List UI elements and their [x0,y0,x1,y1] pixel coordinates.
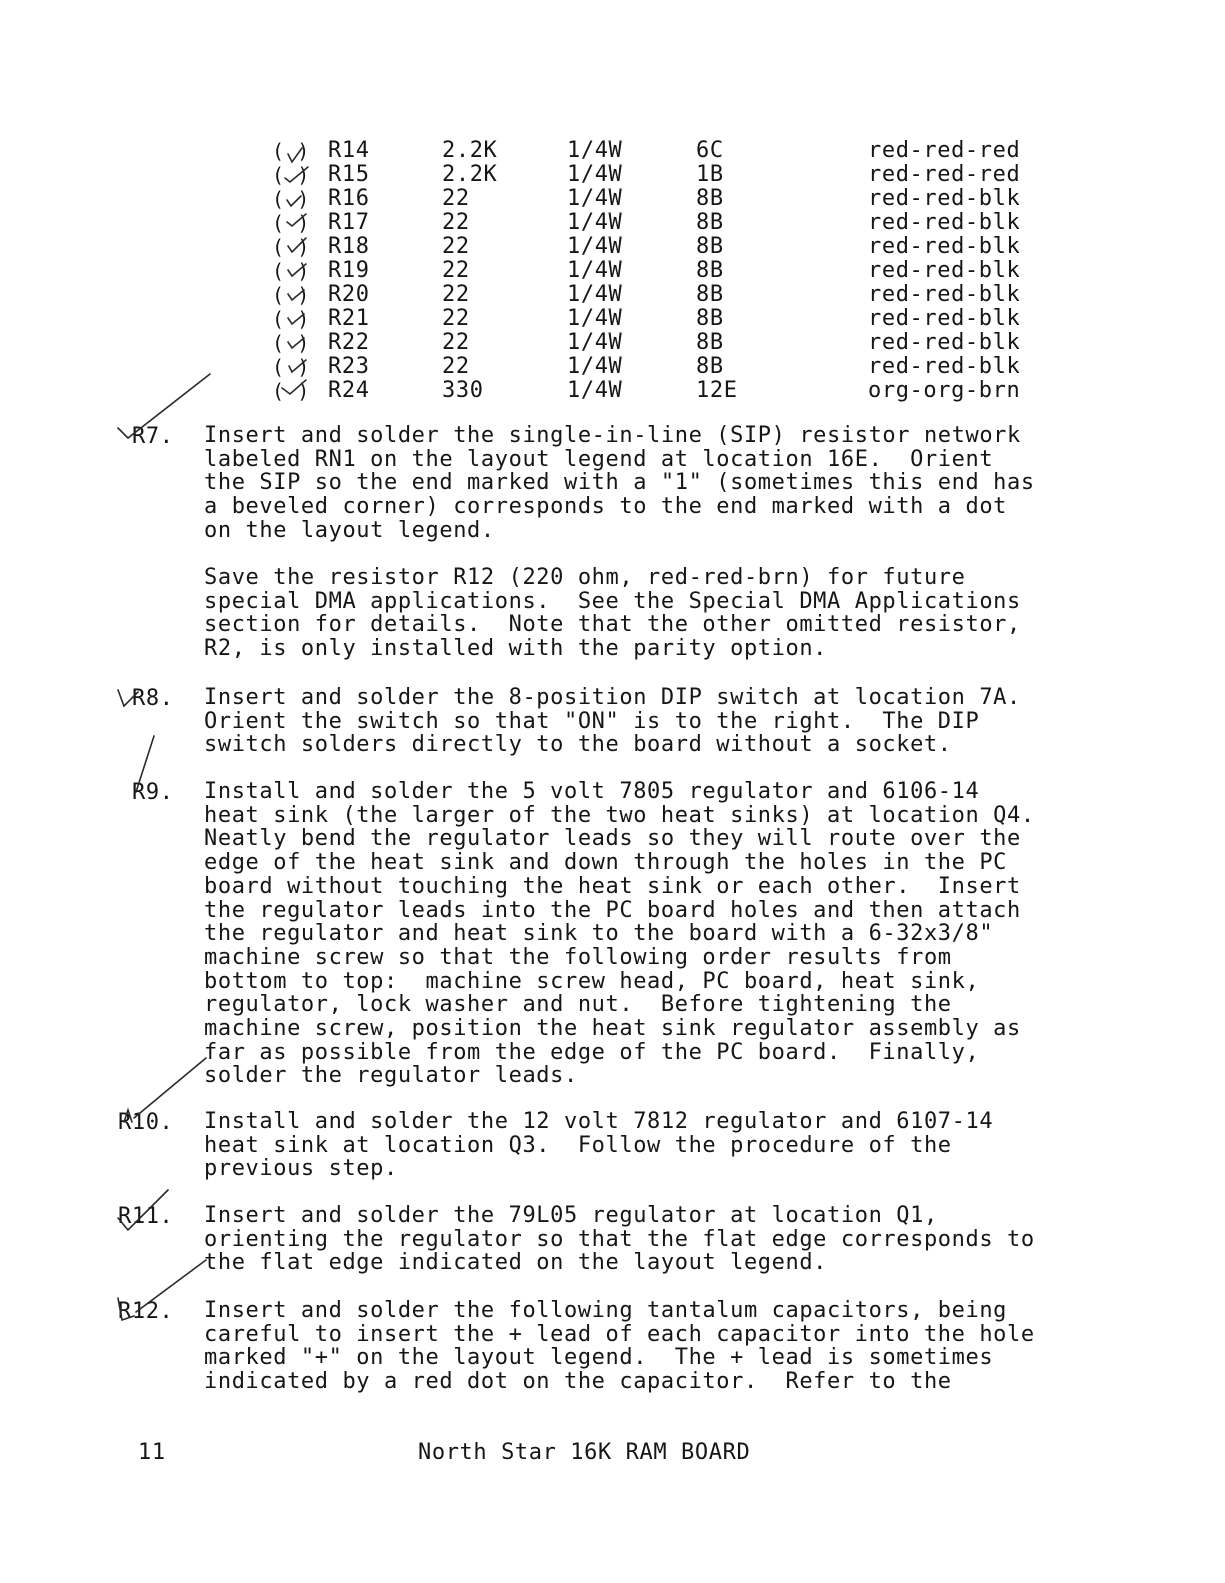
check-box: ( ) [272,331,310,355]
table-row [272,379,1038,403]
table-row [272,235,1038,259]
part-color-code: red-red-blk [868,354,1021,379]
part-location: 6C [696,138,724,163]
table-row [272,211,1038,235]
check-box: ( ) [272,163,310,187]
part-id: R21 [328,306,370,331]
part-color-code: red-red-blk [868,234,1021,259]
table-row [272,163,1038,187]
part-location: 12E [696,378,738,403]
part-location: 8B [696,258,724,283]
part-value: 2.2K [442,138,498,163]
part-power: 1/4W [567,378,623,403]
part-id: R16 [328,186,370,211]
part-id: R20 [328,282,370,307]
table-row [272,355,1038,379]
part-color-code: org-org-brn [868,378,1021,403]
step-number: R9. [132,780,174,805]
part-power: 1/4W [567,258,623,283]
check-box: ( ) [272,235,310,259]
part-power: 1/4W [567,210,623,235]
step-number: R11. [118,1204,174,1229]
part-color-code: red-red-blk [868,210,1021,235]
table-row [272,259,1038,283]
table-row [272,187,1038,211]
resistor-parts-table [272,139,1038,403]
part-color-code: red-red-blk [868,258,1021,283]
check-box: ( ) [272,187,310,211]
part-location: 1B [696,162,724,187]
table-row [272,283,1038,307]
part-location: 8B [696,210,724,235]
step-text: Insert and solder the following tantalum capacitors, being careful to insert the + lead of each capacitor into the hole marked "+" on the layout legend. The + lead is sometimes indicated by a red dot on the capacitor. Refer to the [204,1298,1035,1395]
part-id: R15 [328,162,370,187]
part-id: R22 [328,330,370,355]
check-box: ( ) [272,307,310,331]
part-power: 1/4W [567,162,623,187]
step-text: Install and solder the 12 volt 7812 regulator and 6107-14 heat sink at location Q3. Follow the procedure of the previous step. [204,1109,994,1182]
part-power: 1/4W [567,354,623,379]
part-id: R24 [328,378,370,403]
part-value: 22 [442,258,470,283]
part-location: 8B [696,354,724,379]
part-color-code: red-red-blk [868,186,1021,211]
part-id: R18 [328,234,370,259]
table-row [272,307,1038,331]
check-box: ( ) [272,283,310,307]
part-id: R14 [328,138,370,163]
page-number: 11 [138,1440,166,1465]
part-value: 22 [442,210,470,235]
part-value: 22 [442,282,470,307]
part-location: 8B [696,330,724,355]
part-color-code: red-red-red [868,162,1021,187]
part-color-code: red-red-blk [868,330,1021,355]
check-box: ( ) [272,259,310,283]
part-value: 2.2K [442,162,498,187]
step-number: R12. [118,1299,174,1324]
step-text: Install and solder the 5 volt 7805 regulator and 6106-14 heat sink (the larger of the two heat sinks) at location Q4. Neatly bend the regulator leads so they will route over the edge of the heat sink and down through the holes in the PC board without touching the heat sink or each other. Insert the regulator leads into the PC board holes and then attach the regulator and heat sink to the board with a 6-32x3/8" machine screw so that the following order results from bottom to top: machine screw head, PC board, heat sink, regulator, lock washer and nut. Before tightening the machine screw, position the heat sink regulator assembly as far as possible from the edge of the PC board. Finally, solder the regulator leads. [204,779,1035,1089]
part-location: 8B [696,306,724,331]
part-value: 22 [442,234,470,259]
step-number: R7. [132,424,174,449]
part-color-code: red-red-blk [868,306,1021,331]
checkmark-icon [134,1058,206,1118]
part-power: 1/4W [567,186,623,211]
part-power: 1/4W [567,330,623,355]
step-number: R10. [118,1110,174,1135]
footer-title: North Star 16K RAM BOARD [418,1440,751,1465]
step-text: Insert and solder the 79L05 regulator at location Q1, orienting the regulator so that the flat edge corresponds to the flat edge indicated on the layout legend. [204,1203,1035,1276]
part-value: 22 [442,306,470,331]
part-color-code: red-red-blk [868,282,1021,307]
part-id: R17 [328,210,370,235]
part-power: 1/4W [567,234,623,259]
part-power: 1/4W [567,306,623,331]
check-box: ( ) [272,211,310,235]
step-text: Insert and solder the single-in-line (SIP) resistor network labeled RN1 on the layout legend at location 16E. Orient the SIP so the end marked with a "1" (sometimes this end has a beveled corner) corresponds to the end marked with a dot on the layout legend. [204,423,1035,543]
step-text: Insert and solder the 8-position DIP switch at location 7A. Orient the switch so that "ON" is to the right. The DIP switch solders directly to the board without a socket. [204,685,1021,758]
part-location: 8B [696,234,724,259]
part-id: R23 [328,354,370,379]
part-power: 1/4W [567,282,623,307]
part-power: 1/4W [567,138,623,163]
part-location: 8B [696,186,724,211]
check-box: ( ) [272,139,310,163]
part-value: 22 [442,186,470,211]
step-r7-note: Save the resistor R12 (220 ohm, red-red-brn) for future special DMA applications. See the Special DMA Applications section for details. Note that the other omitted resistor, R2, is only installed with the parity option. [204,565,1021,662]
step-number: R8. [132,686,174,711]
check-box: ( ) [272,379,310,403]
part-value: 22 [442,354,470,379]
part-location: 8B [696,282,724,307]
table-row [272,139,1038,163]
check-box: ( ) [272,355,310,379]
part-value: 22 [442,330,470,355]
part-color-code: red-red-red [868,138,1021,163]
table-row [272,331,1038,355]
part-value: 330 [442,378,484,403]
parts-table-body [272,139,1038,403]
part-id: R19 [328,258,370,283]
